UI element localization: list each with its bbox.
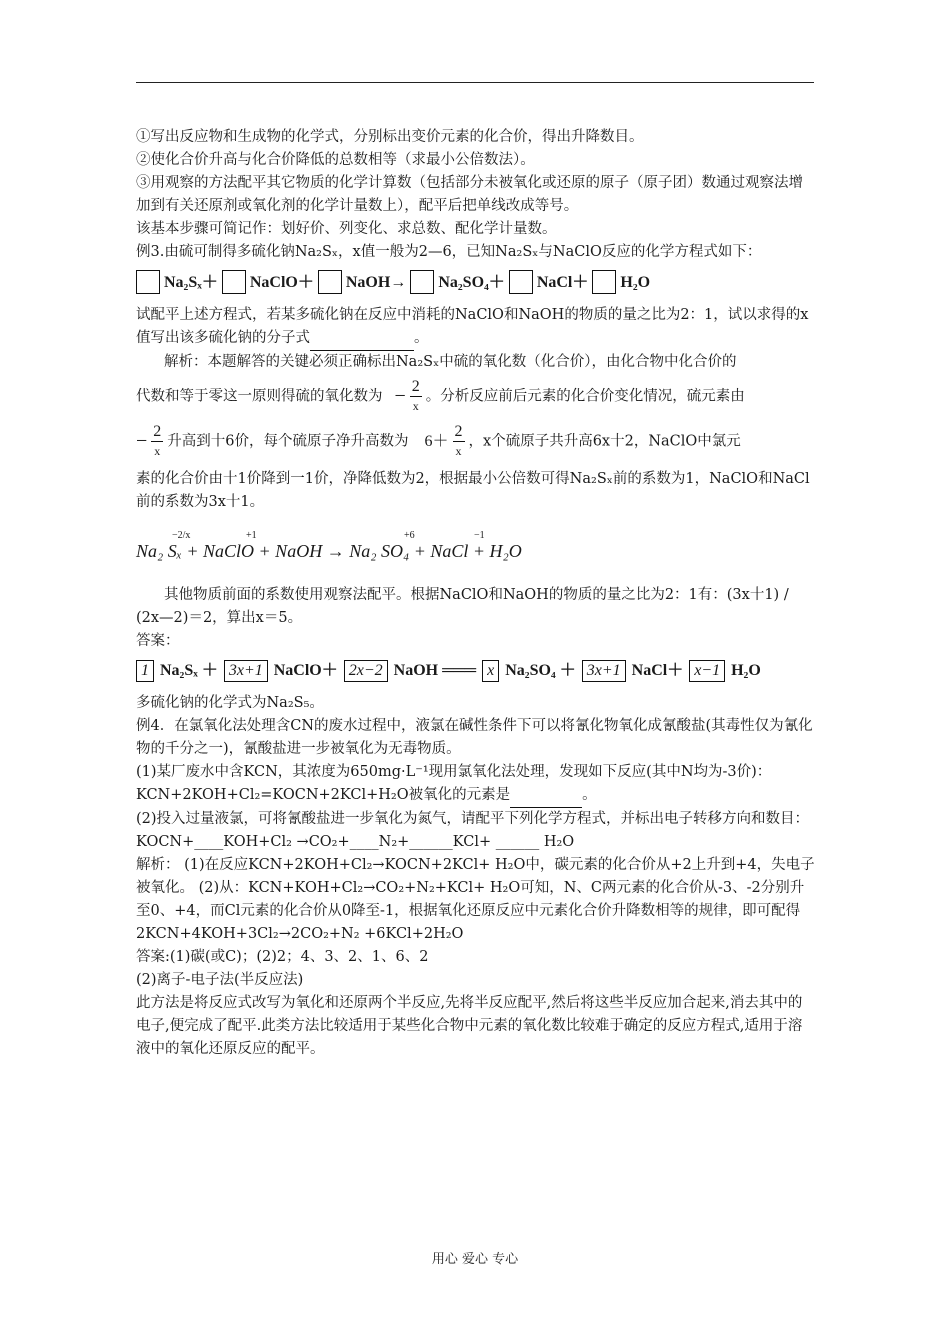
- answer-coefficient: 3x+1: [582, 660, 626, 682]
- example-3-analysis-4: 素的化合价由十1价降到一1价，净降低数为2，根据最小公倍数可得Na₂Sₓ前的系数为1，NaClO和NaCl前的系数为3x十1。: [136, 471, 810, 510]
- example-3-equation: [136, 270, 816, 294]
- oxidation-number: −1: [474, 530, 485, 541]
- method-2-text: 此方法是将反应式改写为氧化和还原两个半反应,先将半反应配平,然后将这些半反应加合起来,消去其中的电子,便完成了配平.此类方法比较适用于某些化合物中元素的氧化数比较难于确定的反应方程式,适用于溶液中的氧化还原反应的配平。: [136, 995, 803, 1057]
- example-3-intro: 例3.由硫可制得多硫化钠Na₂Sₓ，x值一般为2—6，已知Na₂Sₓ与NaClO反应的化学方程式如下：: [136, 244, 762, 260]
- answer-coefficient: 2x−2: [344, 660, 388, 682]
- analysis-text: 。分析反应前后元素的化合价变化情况，硫元素由: [425, 388, 745, 405]
- question-text: 试配平上述方程式，若某多硫化钠在反应中消耗的NaClO和NaOH的物质的量之比为2：1，试以求得的x值写出该多硫化钠的分子式: [136, 307, 809, 346]
- oxidation-number: −2/x: [172, 530, 191, 541]
- coefficient-box: [136, 270, 160, 294]
- answer-blank: [510, 784, 582, 808]
- coefficient-box: [222, 270, 246, 294]
- six-plus: 6＋: [424, 433, 449, 450]
- example-4-answer: 答案:(1)碳(或C)；(2)2；4、3、2、1、6、2: [136, 949, 429, 965]
- coefficient-box: [410, 270, 434, 294]
- fraction-2-over-x: [453, 423, 465, 460]
- eq-term: Na₂SO₄＋: [438, 273, 505, 291]
- frac-numerator: 2: [411, 378, 420, 395]
- redox-equation: [136, 524, 816, 568]
- frac-denominator: x: [154, 444, 161, 458]
- oxidation-number: +6: [404, 530, 415, 541]
- header-rule: [136, 82, 814, 83]
- eq-term: NaOH ═══: [393, 662, 477, 679]
- page-footer: 用心 爱心 专心: [431, 1252, 519, 1267]
- eq-term: NaCl＋: [536, 273, 589, 291]
- eq-term: NaClO＋: [273, 662, 338, 679]
- example-3-answer-equation: [136, 659, 816, 682]
- analysis-text: 代数和等于零这一原则得硫的氧化数为: [136, 388, 383, 405]
- oxidation-number: +1: [246, 530, 257, 541]
- eq-term: NaClO＋: [249, 273, 314, 291]
- eq-term: H₂O: [731, 662, 761, 679]
- frac-denominator: x: [455, 444, 462, 458]
- analysis-text: 升高到十6价，每个硫原子净升高数为: [167, 433, 409, 450]
- example-3-question: [136, 304, 816, 351]
- eq-term: H₂O: [620, 273, 651, 291]
- frac-numerator: 2: [153, 423, 162, 440]
- example-4-q1: [136, 761, 816, 808]
- question-end: 。: [414, 330, 429, 346]
- q1-end: 。: [582, 787, 597, 803]
- analysis-text: ，x个硫原子共升高6x十2，NaClO中氯元: [468, 433, 741, 450]
- answer-coefficient: x: [482, 660, 499, 682]
- q1-text: (1)某厂废水中含KCN，其浓度为650mg·L⁻¹现用氯氧化法处理，发现如下反应(其中N均为-3价)：KCN+2KOH+Cl₂=KOCN+2KCl+H₂O被氧化的元素是: [136, 764, 772, 803]
- example-4-equation: KOCN+____KOH+Cl₂ →CO₂+____N₂+______KCl+ ______ H₂O: [136, 834, 575, 850]
- fraction-2-over-x: [151, 423, 163, 460]
- step-2: ②使化合价升高与化合价降低的总数相等（求最小公倍数法）。: [136, 152, 535, 168]
- example-4-q2: (2)投入过量液氯，可将氰酸盐进一步氧化为氮气，请配平下列化学方程式，并标出电子转移方向和数目：: [136, 811, 810, 827]
- frac-numerator: 2: [454, 423, 463, 440]
- step-3: ③用观察的方法配平其它物质的化学计算数（包括部分未被氧化或还原的原子（原子团）数通过观察法增加到有关还原剂或氧化剂的化学计量数上），配平后把单线改成等号。: [136, 175, 803, 214]
- example-3-analysis-2: [136, 378, 816, 415]
- coefficient-box: [318, 270, 342, 294]
- formula-line: 多硫化钠的化学式为Na₂S₅。: [136, 695, 324, 711]
- minus-sign: −: [394, 385, 406, 407]
- answer-coefficient: 3x+1: [224, 660, 268, 682]
- answer-label: 答案：: [136, 633, 180, 649]
- eq-term: Na₂SO₄ ＋: [505, 662, 576, 679]
- eq-term: NaCl＋: [631, 662, 684, 679]
- example-4-analysis: 解析： (1)在反应KCN+2KOH+Cl₂→KOCN+2KCl+ H₂O中，碳元素的化合价从+2上升到+4，失电子被氧化。 (2)从：KCN+KOH+Cl₂→CO₂+N₂+KCl+ H₂O可知，N、C两元素的化合价从-3、-2分别升至0、+4，而Cl元素的化合价从0降至-1，根据氧化还原反应中元素化合价升降数相等的规律，即可配得2KCN+4KOH+3Cl₂→2CO₂+N₂ +6KCl+2H₂O: [136, 857, 815, 942]
- fraction-2-over-x: [410, 378, 422, 415]
- coefficient-box: [592, 270, 616, 294]
- example-3-analysis-5: 其他物质前面的系数使用观察法配平。根据NaClO和NaOH的物质的量之比为2：1有：(3x十1) / (2x—2)＝2，算出x＝5。: [136, 587, 789, 626]
- frac-denominator: x: [412, 399, 419, 413]
- step-summary: 该基本步骤可简记作：划好价、列变化、求总数、配化学计量数。: [136, 221, 557, 237]
- step-1: ①写出反应物和生成物的化学式，分别标出变价元素的化合价，得出升降数目。: [136, 129, 644, 145]
- coefficient-box: [509, 270, 533, 294]
- minus-sign: −: [136, 430, 148, 452]
- document-body: [136, 126, 816, 1061]
- example-3-analysis-3: [136, 423, 816, 460]
- answer-coefficient: 1: [136, 660, 154, 682]
- answer-coefficient: x−1: [689, 660, 725, 682]
- redox-equation-text: Na₂ Sₓ + NaClO + NaOH → Na₂ SO₄ + NaCl + H₂O: [136, 541, 522, 561]
- method-2-title: (2)离子-电子法(半反应法): [136, 972, 304, 988]
- example-4-intro: 例4．在氯氧化法处理含CN的废水过程中，液氯在碱性条件下可以将氰化物氧化成氰酸盐(其毒性仅为氰化物的千分之一)，氰酸盐进一步被氧化为无毒物质。: [136, 718, 813, 757]
- example-3-analysis-1: 解析：本题解答的关键必须正确标出Na₂Sₓ中硫的氧化数（化合价），由化合物中化合价的: [164, 354, 737, 370]
- eq-term: Na₂Sₓ ＋: [160, 662, 218, 679]
- answer-blank: [310, 327, 414, 351]
- eq-term: Na₂Sₓ＋: [164, 273, 218, 291]
- eq-term: NaOH→: [345, 273, 407, 291]
